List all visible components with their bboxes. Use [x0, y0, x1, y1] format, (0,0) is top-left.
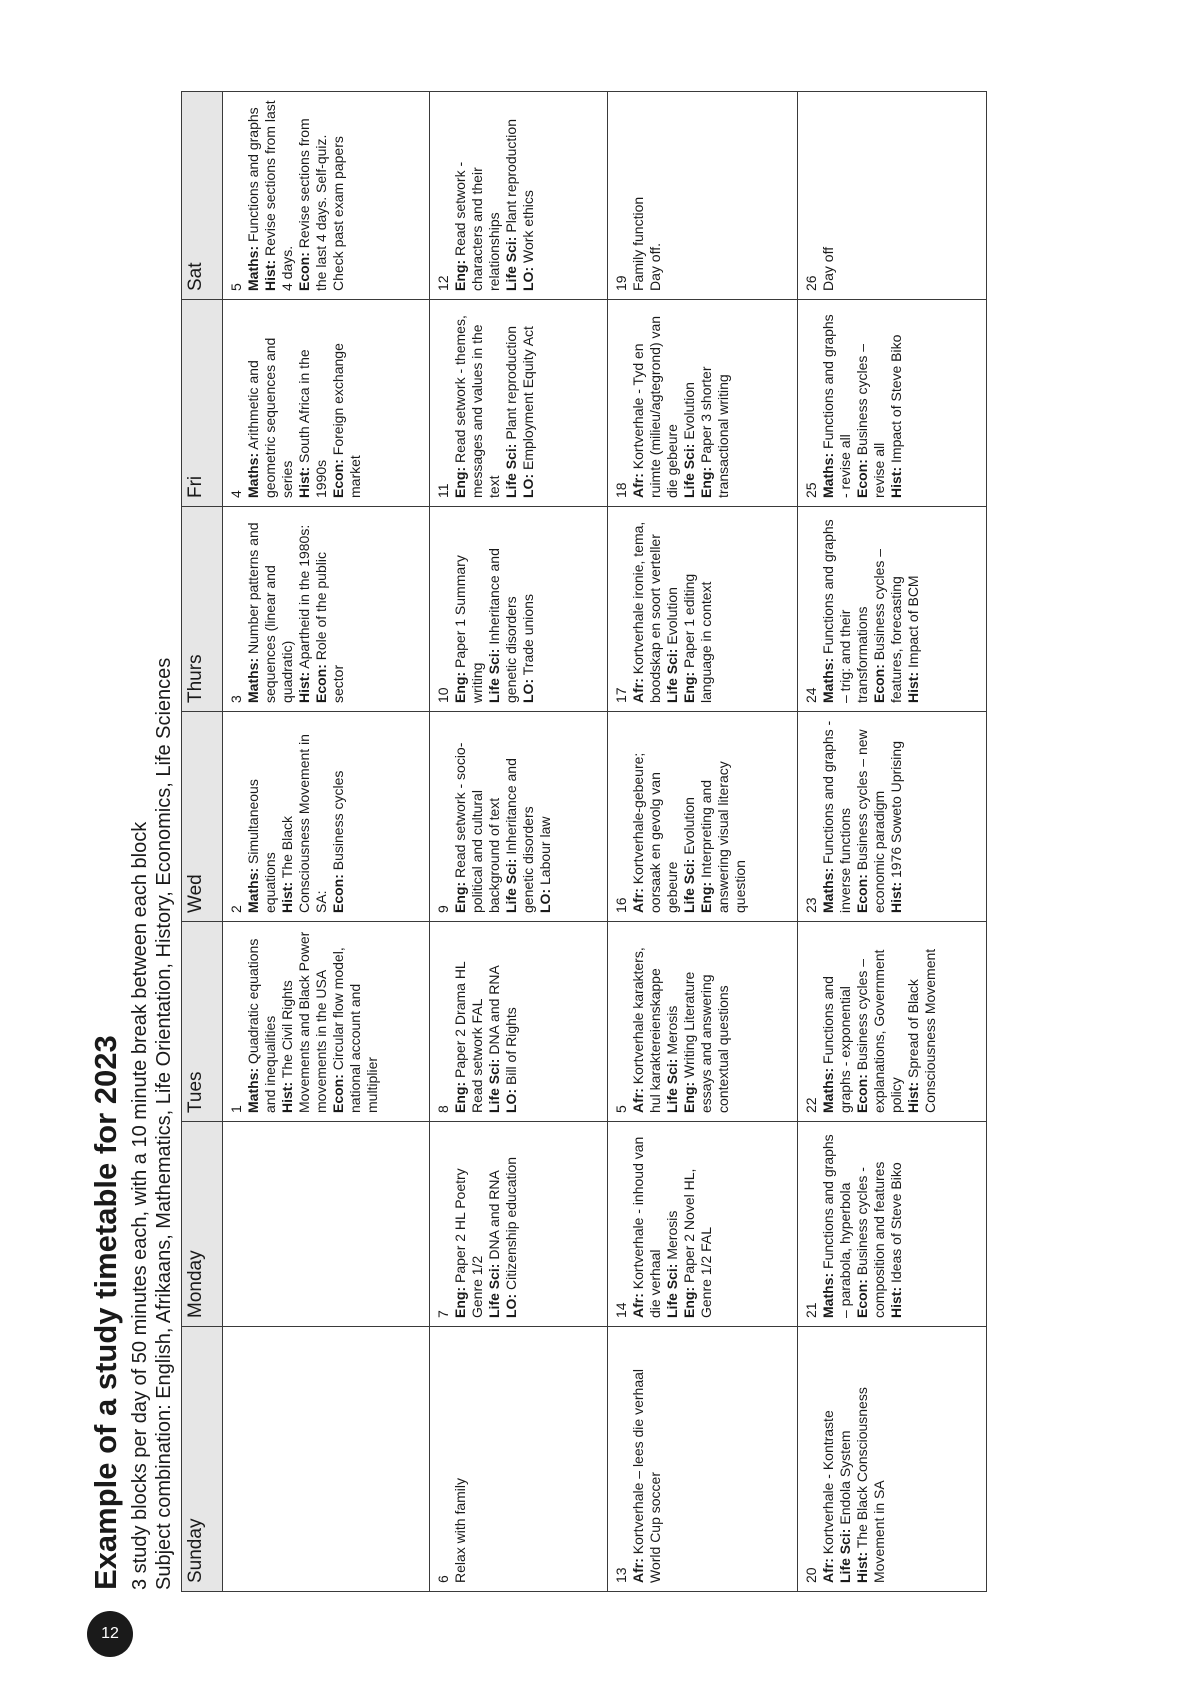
study-entry — [503, 1130, 520, 1318]
topic-text: Spread of Black Consciousness Movement — [905, 948, 938, 1113]
study-entry — [630, 1335, 647, 1583]
day-cell-saturday — [430, 92, 608, 300]
study-entry — [330, 720, 347, 913]
day-cell-monday — [430, 1122, 608, 1327]
subject-label: Hist: — [296, 671, 312, 703]
day-number: 9 — [435, 905, 451, 913]
subject-label: Life Sci: — [503, 443, 519, 498]
subject-label: Afr: — [630, 1293, 646, 1318]
study-entry — [854, 308, 888, 498]
study-entry — [520, 515, 537, 703]
topic-text: 1976 Soweto Uprising — [888, 741, 904, 882]
topic-text: The Black Consciousness Movement in SA — [854, 1387, 887, 1583]
topic-text: Arithmetic and geometric sequences and series — [245, 337, 295, 498]
day-cell-sunday — [223, 1327, 430, 1592]
topic-text: Number patterns and sequences (linear and quadratic) — [245, 522, 295, 703]
day-number: 4 — [228, 490, 244, 498]
subject-label: Maths: — [820, 452, 836, 498]
day-number: 12 — [435, 275, 451, 291]
subject-label: LO: — [520, 266, 536, 291]
day-number: 5 — [228, 283, 244, 291]
study-entry — [820, 1335, 837, 1583]
day-cell-monday — [608, 1122, 798, 1327]
day-number: 2 — [228, 905, 244, 913]
study-entry — [664, 515, 681, 703]
topic-text: Trade unions — [520, 594, 536, 679]
study-entry — [820, 100, 837, 291]
subject-label: Hist: — [888, 881, 904, 913]
study-entry — [820, 515, 871, 703]
study-entry — [820, 308, 854, 498]
day-number: 14 — [613, 1302, 629, 1318]
subject-label: Afr: — [630, 1558, 646, 1583]
topic-text: Business cycles – revise all — [854, 343, 887, 498]
topic-text: DNA and RNA — [486, 965, 502, 1059]
study-entry — [681, 720, 698, 913]
subject-label: Eng: — [698, 881, 714, 913]
day-header-tuesday: Tues — [182, 922, 223, 1122]
topic-text: Kortverhale ironie, tema, boodskap en soort verteller — [630, 521, 663, 703]
topic-text: The Black Consciousness Movement in SA: — [279, 734, 329, 913]
topic-text: Kortverhale - Kontraste — [820, 1410, 836, 1559]
subject-label: Maths: — [245, 1067, 261, 1113]
subject-label: Econ: — [854, 459, 870, 498]
week-row — [608, 92, 798, 1592]
day-cell-thursday — [430, 507, 608, 712]
topic-text: Apartheid in the 1980s: — [296, 524, 312, 672]
subject-label: Life Sci: — [486, 1058, 502, 1113]
day-cell-friday — [798, 300, 987, 507]
subject-label: Maths: — [820, 867, 836, 913]
topic-text: Ideas of Steve Biko — [888, 1162, 904, 1287]
study-entry — [820, 720, 854, 913]
subject-label: Maths: — [245, 867, 261, 913]
day-cell-saturday — [798, 92, 987, 300]
study-entry — [262, 100, 296, 291]
study-entry — [664, 930, 681, 1113]
subject-label: Eng: — [452, 259, 468, 291]
subject-label: Afr: — [820, 1558, 836, 1583]
topic-text: Writing Literature essays and answering contextual questions — [681, 971, 731, 1113]
topic-text: Evolution — [664, 587, 680, 649]
page-number-badge: 12 — [87, 1611, 133, 1657]
subject-label: Life Sci: — [503, 858, 519, 913]
topic-text: Family function — [630, 196, 646, 291]
study-entry — [905, 515, 922, 703]
timetable-page — [88, 90, 1033, 1590]
study-entry — [330, 930, 381, 1113]
study-entry — [520, 308, 537, 498]
study-entry — [245, 515, 296, 703]
topic-text: Quadratic equations and inequalities — [245, 938, 278, 1113]
study-entry — [698, 308, 732, 498]
topic-text: Revise sections from the last 4 days. Self-quiz. Check past exam papers — [296, 118, 346, 291]
topic-text: Functions and graphs - inverse functions — [820, 720, 853, 913]
study-entry — [647, 100, 664, 291]
study-entry — [245, 930, 279, 1113]
subject-label: LO: — [520, 473, 536, 498]
topic-text: Business cycles – explanations, Government policy — [854, 949, 904, 1113]
study-entry — [245, 100, 262, 291]
day-number: 8 — [435, 1105, 451, 1113]
subject-label: Afr: — [630, 888, 646, 913]
day-cell-tuesday — [223, 922, 430, 1122]
day-number: 24 — [803, 687, 819, 703]
subject-label: LO: — [520, 678, 536, 703]
subject-label: Maths: — [820, 1067, 836, 1113]
day-number: 17 — [613, 687, 629, 703]
topic-text: Kortverhale-gebeure; oorsaak en gevolg van gebeure — [630, 752, 680, 913]
study-entry — [296, 100, 347, 291]
topic-text: Read setwork - characters and their relationships — [452, 161, 502, 291]
day-cell-friday — [608, 300, 798, 507]
subject-label: Life Sci: — [503, 236, 519, 291]
topic-text: Paper 2 Novel HL, Genre 1/2 FAL — [681, 1168, 714, 1318]
topic-text: Business cycles — [330, 770, 346, 875]
topic-text: Interpreting and answering visual literacy question — [698, 761, 748, 913]
study-entry — [630, 100, 647, 291]
day-cell-thursday — [608, 507, 798, 712]
day-cell-thursday — [223, 507, 430, 712]
study-entry — [279, 720, 330, 913]
day-header-monday: Monday — [182, 1122, 223, 1327]
day-cell-saturday — [608, 92, 798, 300]
topic-text: Read setwork - themes, messages and values in the text — [452, 315, 502, 498]
study-entry — [664, 1130, 681, 1318]
week-row — [798, 92, 987, 1592]
study-entry — [279, 930, 330, 1113]
topic-text: Work ethics — [520, 190, 536, 267]
subject-label: Hist: — [262, 259, 278, 291]
subject-label: Maths: — [245, 245, 261, 291]
topic-text: Impact of BCM — [905, 575, 921, 672]
study-timetable — [181, 91, 987, 1592]
subject-label: Hist: — [279, 881, 295, 913]
topic-text: Inheritance and genetic disorders — [486, 548, 519, 703]
subject-label: Maths: — [245, 657, 261, 703]
topic-text: Paper 1 Summary writing — [452, 555, 485, 703]
topic-text: Endola System — [837, 1430, 853, 1529]
study-entry — [486, 930, 503, 1113]
day-header-row — [182, 92, 223, 1592]
study-entry — [854, 720, 888, 913]
subject-label: Life Sci: — [681, 443, 697, 498]
study-entry — [452, 930, 486, 1113]
subject-label: Hist: — [279, 1081, 295, 1113]
day-cell-monday — [798, 1122, 987, 1327]
topic-text: Employment Equity Act — [520, 326, 536, 474]
subject-label: Maths: — [820, 657, 836, 703]
day-number: 23 — [803, 897, 819, 913]
study-entry — [313, 515, 347, 703]
topic-text: Paper 1 editing language in context — [681, 573, 714, 703]
day-cell-wednesday — [608, 712, 798, 922]
study-entry — [630, 515, 664, 703]
topic-text: Kortverhale – lees die verhaal — [630, 1369, 646, 1559]
subject-label: Eng: — [452, 881, 468, 913]
day-number: 22 — [803, 1097, 819, 1113]
day-number: 10 — [435, 687, 451, 703]
topic-text: Kortverhale - Tyd en ruimte (milieu/agtegrond) van die gebeure — [630, 315, 680, 498]
study-entry — [681, 930, 732, 1113]
subject-combination: Subject combination: English, Afrikaans, Mathematics, Life Orientation, History, Economics, Life Sciences — [153, 657, 175, 1590]
day-number: 3 — [228, 695, 244, 703]
subject-label: Econ: — [854, 874, 870, 913]
week-row — [430, 92, 608, 1592]
topic-text: Functions and graphs - exponential — [820, 976, 853, 1113]
study-entry — [888, 308, 905, 498]
study-entry — [520, 100, 537, 291]
study-entry — [837, 1335, 854, 1583]
subject-label: Life Sci: — [837, 1528, 853, 1583]
study-entry — [296, 308, 330, 498]
topic-text: DNA and RNA — [486, 1170, 502, 1264]
week-row — [223, 92, 430, 1592]
study-entry — [452, 308, 503, 498]
day-number: 13 — [613, 1567, 629, 1583]
study-entry — [888, 720, 905, 913]
day-number: 1 — [228, 1105, 244, 1113]
topic-text: Relax with family — [452, 1477, 468, 1583]
topic-text: Functions and graphs – trig: and their transformations — [820, 519, 870, 703]
topic-text: Labour law — [537, 816, 553, 889]
study-entry — [503, 100, 520, 291]
study-entry — [503, 930, 520, 1113]
topic-text: Plant reproduction — [503, 326, 519, 444]
subject-label: Hist: — [888, 466, 904, 498]
subject-label: Eng: — [452, 671, 468, 703]
day-number: 5 — [613, 1105, 629, 1113]
topic-text: Business cycles – new economic paradigm — [854, 729, 887, 913]
study-entry — [452, 720, 503, 913]
topic-text: Business cycles – features, forecasting — [871, 548, 904, 703]
topic-text: Functions and graphs - revise all — [820, 314, 853, 498]
study-entry — [820, 1130, 854, 1318]
subject-label: Econ: — [854, 1074, 870, 1113]
study-entry — [452, 1335, 469, 1583]
day-cell-friday — [430, 300, 608, 507]
subject-label: Econ: — [330, 459, 346, 498]
topic-text: South Africa in the 1990s — [296, 349, 329, 498]
day-number: 11 — [435, 483, 451, 498]
topic-text: Kortverhale karakters, hul karaktereienskappe — [630, 947, 663, 1113]
topic-text: Simultaneous equations — [245, 779, 278, 913]
subject-label: Econ: — [871, 664, 887, 703]
subject-label: Maths: — [820, 1272, 836, 1318]
subject-label: Life Sci: — [486, 1263, 502, 1318]
study-entry — [452, 1130, 486, 1318]
topic-text: Paper 2 Drama HL Read setwork FAL — [452, 961, 485, 1113]
subject-label: Hist: — [905, 1081, 921, 1113]
day-cell-monday — [223, 1122, 430, 1327]
day-cell-thursday — [798, 507, 987, 712]
day-cell-sunday — [608, 1327, 798, 1592]
day-cell-sunday — [430, 1327, 608, 1592]
subject-label: Life Sci: — [486, 648, 502, 703]
day-number: 20 — [803, 1567, 819, 1583]
day-number: 7 — [435, 1310, 451, 1318]
study-entry — [871, 515, 905, 703]
study-entry — [452, 515, 486, 703]
topic-text: Day off — [820, 246, 836, 291]
topic-text: World Cup soccer — [647, 1471, 663, 1583]
day-header-saturday: Sat — [182, 92, 223, 300]
topic-text: Bill of Rights — [503, 1007, 519, 1089]
subject-label: Econ: — [330, 874, 346, 913]
study-entry — [245, 308, 296, 498]
topic-text: Merosis — [664, 1005, 680, 1059]
day-header-friday: Fri — [182, 300, 223, 507]
subject-label: Hist: — [854, 1551, 870, 1583]
study-entry — [486, 1130, 503, 1318]
subject-label: Econ: — [313, 664, 329, 703]
topic-text: Impact of Steve Biko — [888, 334, 904, 467]
day-cell-wednesday — [223, 712, 430, 922]
topic-text: Circular flow model, national account and multiplier — [330, 947, 380, 1113]
day-number: 19 — [613, 275, 629, 291]
subject-label: Life Sci: — [664, 1263, 680, 1318]
topic-text: Evolution — [681, 382, 697, 444]
subject-label: LO: — [503, 1088, 519, 1113]
study-entry — [630, 308, 681, 498]
day-header-thursday: Thurs — [182, 507, 223, 712]
study-entry — [630, 1130, 664, 1318]
day-cell-sunday — [798, 1327, 987, 1592]
topic-text: Functions and graphs – parabola, hyperbola — [820, 1134, 853, 1318]
topic-text: Merosis — [664, 1210, 680, 1264]
day-cell-wednesday — [430, 712, 608, 922]
subject-label: Econ: — [330, 1074, 346, 1113]
subject-label: Afr: — [630, 1088, 646, 1113]
day-header-sunday: Sunday — [182, 1327, 223, 1592]
day-number: 6 — [435, 1575, 451, 1583]
topic-text: Read setwork - socio-political and cultural background of text — [452, 742, 502, 913]
topic-text: Citizenship education — [503, 1156, 519, 1294]
study-entry — [888, 1130, 905, 1318]
day-number: 18 — [613, 482, 629, 498]
subject-label: Eng: — [681, 671, 697, 703]
subject-label: Eng: — [698, 466, 714, 498]
subject-label: Eng: — [452, 1286, 468, 1318]
day-cell-saturday — [223, 92, 430, 300]
subject-label: Life Sci: — [664, 1058, 680, 1113]
study-entry — [681, 515, 715, 703]
day-cell-tuesday — [608, 922, 798, 1122]
topic-text: Role of the public sector — [313, 552, 346, 703]
day-cell-friday — [223, 300, 430, 507]
study-entry — [647, 1335, 664, 1583]
day-cell-tuesday — [430, 922, 608, 1122]
subject-label: Econ: — [854, 1279, 870, 1318]
study-entry — [905, 930, 939, 1113]
study-entry — [630, 720, 681, 913]
topic-text: Inheritance and genetic disorders — [503, 758, 536, 913]
day-header-wednesday: Wed — [182, 712, 223, 922]
topic-text: Plant reproduction — [503, 119, 519, 237]
study-entry — [854, 930, 905, 1113]
page-subtitle: 3 study blocks per day of 50 minutes each, with a 10 minute break between each block — [129, 821, 151, 1590]
subject-label: Life Sci: — [664, 648, 680, 703]
study-entry — [681, 1130, 715, 1318]
subject-label: Eng: — [452, 466, 468, 498]
day-cell-wednesday — [798, 712, 987, 922]
topic-text: Day off. — [647, 243, 663, 291]
study-entry — [698, 720, 749, 913]
study-entry — [503, 720, 537, 913]
study-entry — [854, 1335, 888, 1583]
study-entry — [245, 720, 279, 913]
topic-text: The Civil Rights Movements and Black Power movements in the USA — [279, 931, 329, 1113]
subject-label: Eng: — [452, 1081, 468, 1113]
subject-label: Eng: — [681, 1081, 697, 1113]
study-entry — [503, 308, 520, 498]
subject-label: Eng: — [681, 1286, 697, 1318]
topic-text: Revise sections from last 4 days. — [262, 100, 295, 291]
subject-label: Hist: — [296, 466, 312, 498]
subject-label: Hist: — [888, 1286, 904, 1318]
subject-label: LO: — [537, 888, 553, 913]
day-number: 26 — [803, 275, 819, 291]
topic-text: Evolution — [681, 797, 697, 859]
topic-text: Paper 3 shorter transactional writing — [698, 366, 731, 498]
topic-text: Foreign exchange market — [330, 343, 363, 498]
study-entry — [854, 1130, 888, 1318]
day-number: 21 — [803, 1302, 819, 1318]
day-number: 16 — [613, 897, 629, 913]
subject-label: Life Sci: — [681, 858, 697, 913]
topic-text: Business cycles - composition and features — [854, 1161, 887, 1318]
study-entry — [330, 308, 364, 498]
subject-label: Hist: — [905, 671, 921, 703]
topic-text: Paper 2 HL Poetry Genre 1/2 — [452, 1168, 485, 1318]
study-entry — [296, 515, 313, 703]
study-entry — [452, 100, 503, 291]
study-entry — [681, 308, 698, 498]
subject-label: Econ: — [296, 252, 312, 291]
study-entry — [820, 930, 854, 1113]
subject-label: Afr: — [630, 473, 646, 498]
study-entry — [537, 720, 554, 913]
day-number: 25 — [803, 482, 819, 498]
topic-text: Kortverhale - inhoud van die verhaal — [630, 1136, 663, 1318]
day-cell-tuesday — [798, 922, 987, 1122]
study-entry — [630, 930, 664, 1113]
study-entry — [486, 515, 520, 703]
page-title: Example of a study timetable for 2023 — [88, 1035, 123, 1590]
subject-label: Maths: — [245, 452, 261, 498]
subject-label: LO: — [503, 1293, 519, 1318]
subject-label: Afr: — [630, 678, 646, 703]
topic-text: Functions and graphs — [245, 107, 261, 246]
